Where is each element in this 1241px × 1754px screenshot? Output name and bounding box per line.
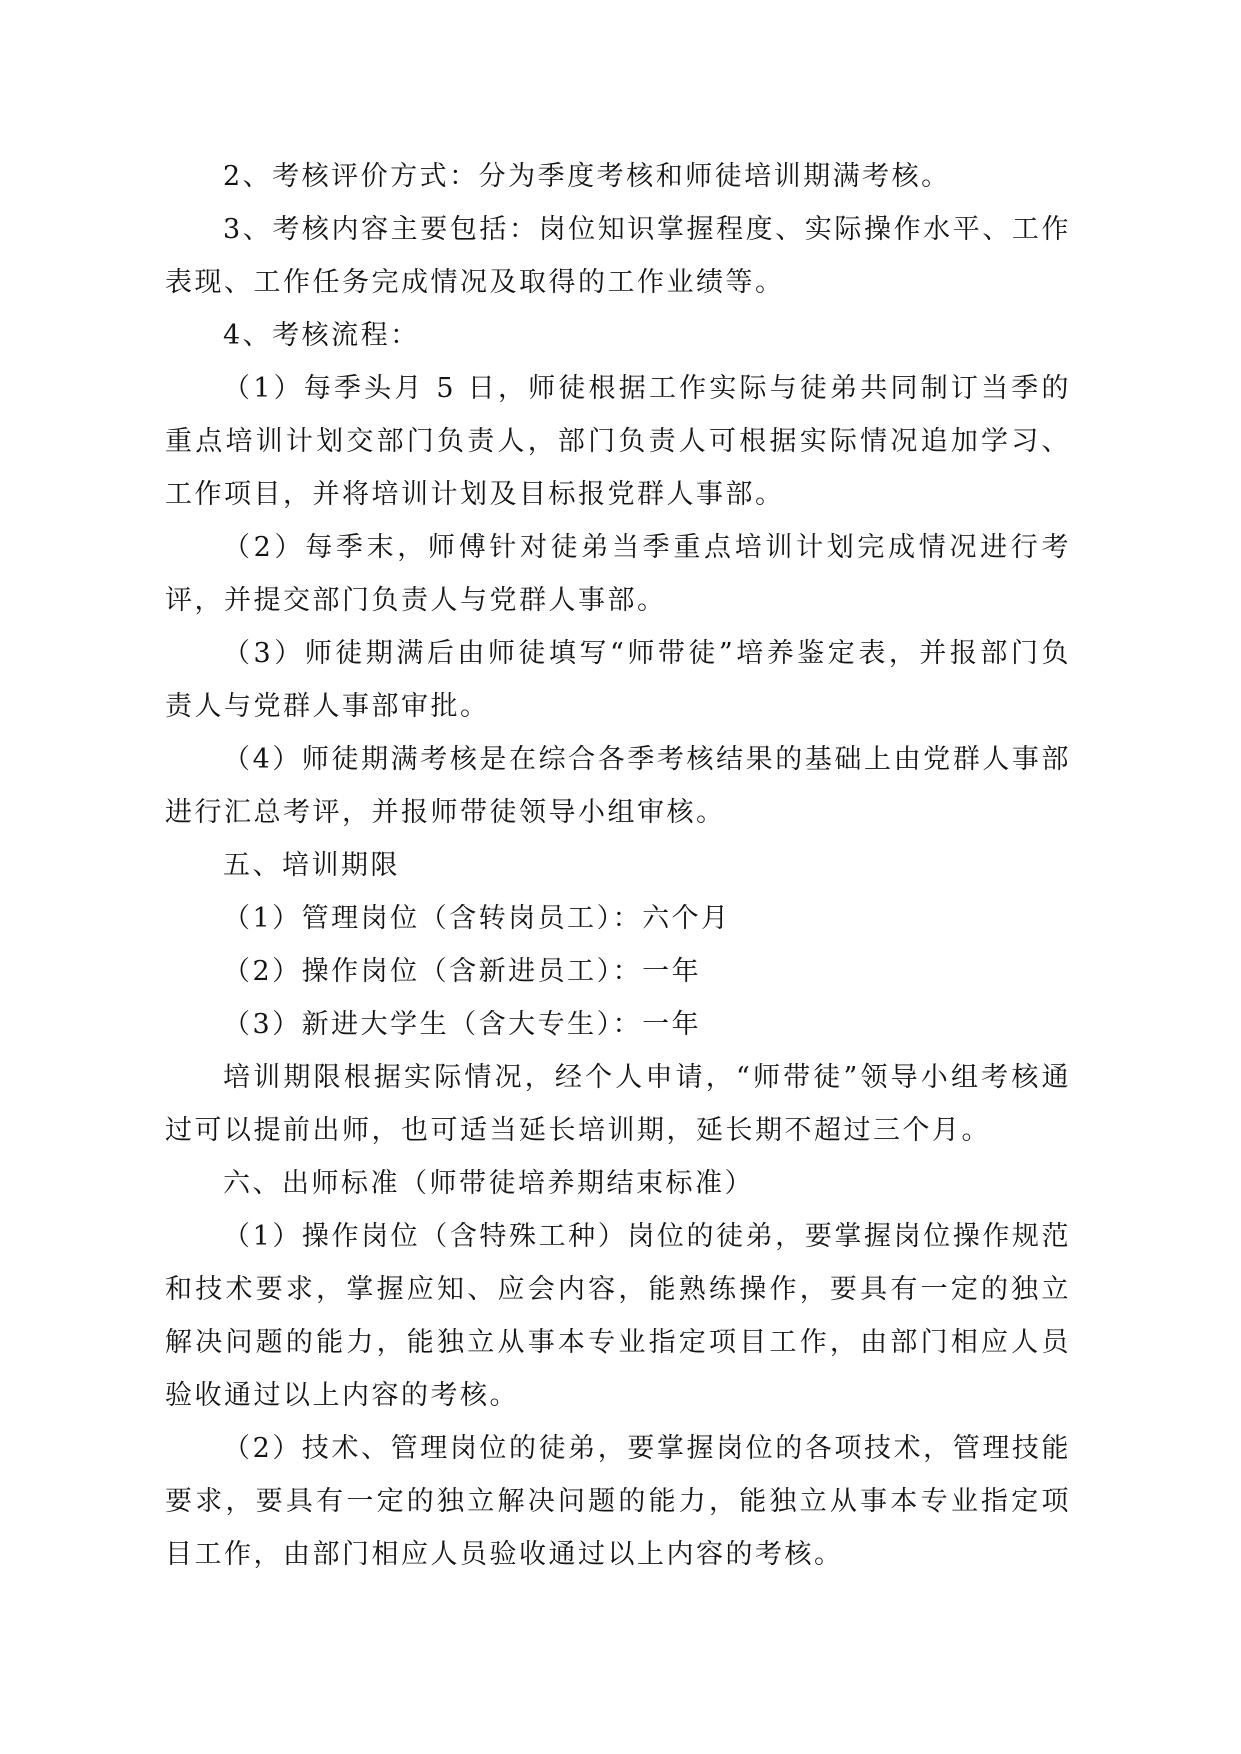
paragraph-standard-operation: （1）操作岗位（含特殊工种）岗位的徒弟，要掌握岗位操作规范和技术要求，掌握应知、应会内容，能熟练操作，要具有一定的独立解决问题的能力，能独立从事本专业指定项目工作，由部门相应人员验收通过以上内容的考核。	[165, 1221, 1071, 1411]
paragraph-assessment-process-heading: 4、考核流程：	[223, 320, 420, 351]
paragraph-assessment-method: 2、考核评价方式：分为季度考核和师徒培训期满考核。	[223, 161, 951, 192]
paragraph-period-operation: （2）操作岗位（含新进员工）：一年	[223, 956, 702, 987]
section-heading-graduation-standard: 六、出师标准（师带徒培养期结束标准）	[223, 1168, 754, 1199]
paragraph-period-management: （1）管理岗位（含转岗员工）：六个月	[223, 903, 731, 934]
paragraph-period-adjustment: 培训期限根据实际情况，经个人申请，“师带徒”领导小组考核通过可以提前出师，也可适当延长培训期，延长期不超过三个月。	[165, 1062, 1071, 1146]
section-heading-training-period: 五、培训期限	[223, 850, 400, 881]
paragraph-assessment-content: 3、考核内容主要包括：岗位知识掌握程度、实际操作水平、工作表现、工作任务完成情况及取得的工作业绩等。	[165, 214, 1071, 298]
paragraph-standard-technical: （2）技术、管理岗位的徒弟，要掌握岗位的各项技术，管理技能要求，要具有一定的独立解决问题的能力，能独立从事本专业指定项目工作，由部门相应人员验收通过以上内容的考核。	[165, 1433, 1071, 1570]
paragraph-process-step-4: （4）师徒期满考核是在综合各季考核结果的基础上由党群人事部进行汇总考评，并报师带徒领导小组审核。	[165, 744, 1071, 828]
paragraph-process-step-1: （1）每季头月 5 日，师徒根据工作实际与徒弟共同制订当季的重点培训计划交部门负责人，部门负责人可根据实际情况追加学习、工作项目，并将培训计划及目标报党群人事部。	[165, 373, 1071, 510]
paragraph-period-graduates: （3）新进大学生（含大专生）：一年	[223, 1009, 702, 1040]
paragraph-process-step-2: （2）每季末，师傅针对徒弟当季重点培训计划完成情况进行考评，并提交部门负责人与党群人事部。	[165, 532, 1071, 616]
paragraph-process-step-3: （3）师徒期满后由师徒填写“师带徒”培养鉴定表，并报部门负责人与党群人事部审批。	[165, 638, 1071, 722]
